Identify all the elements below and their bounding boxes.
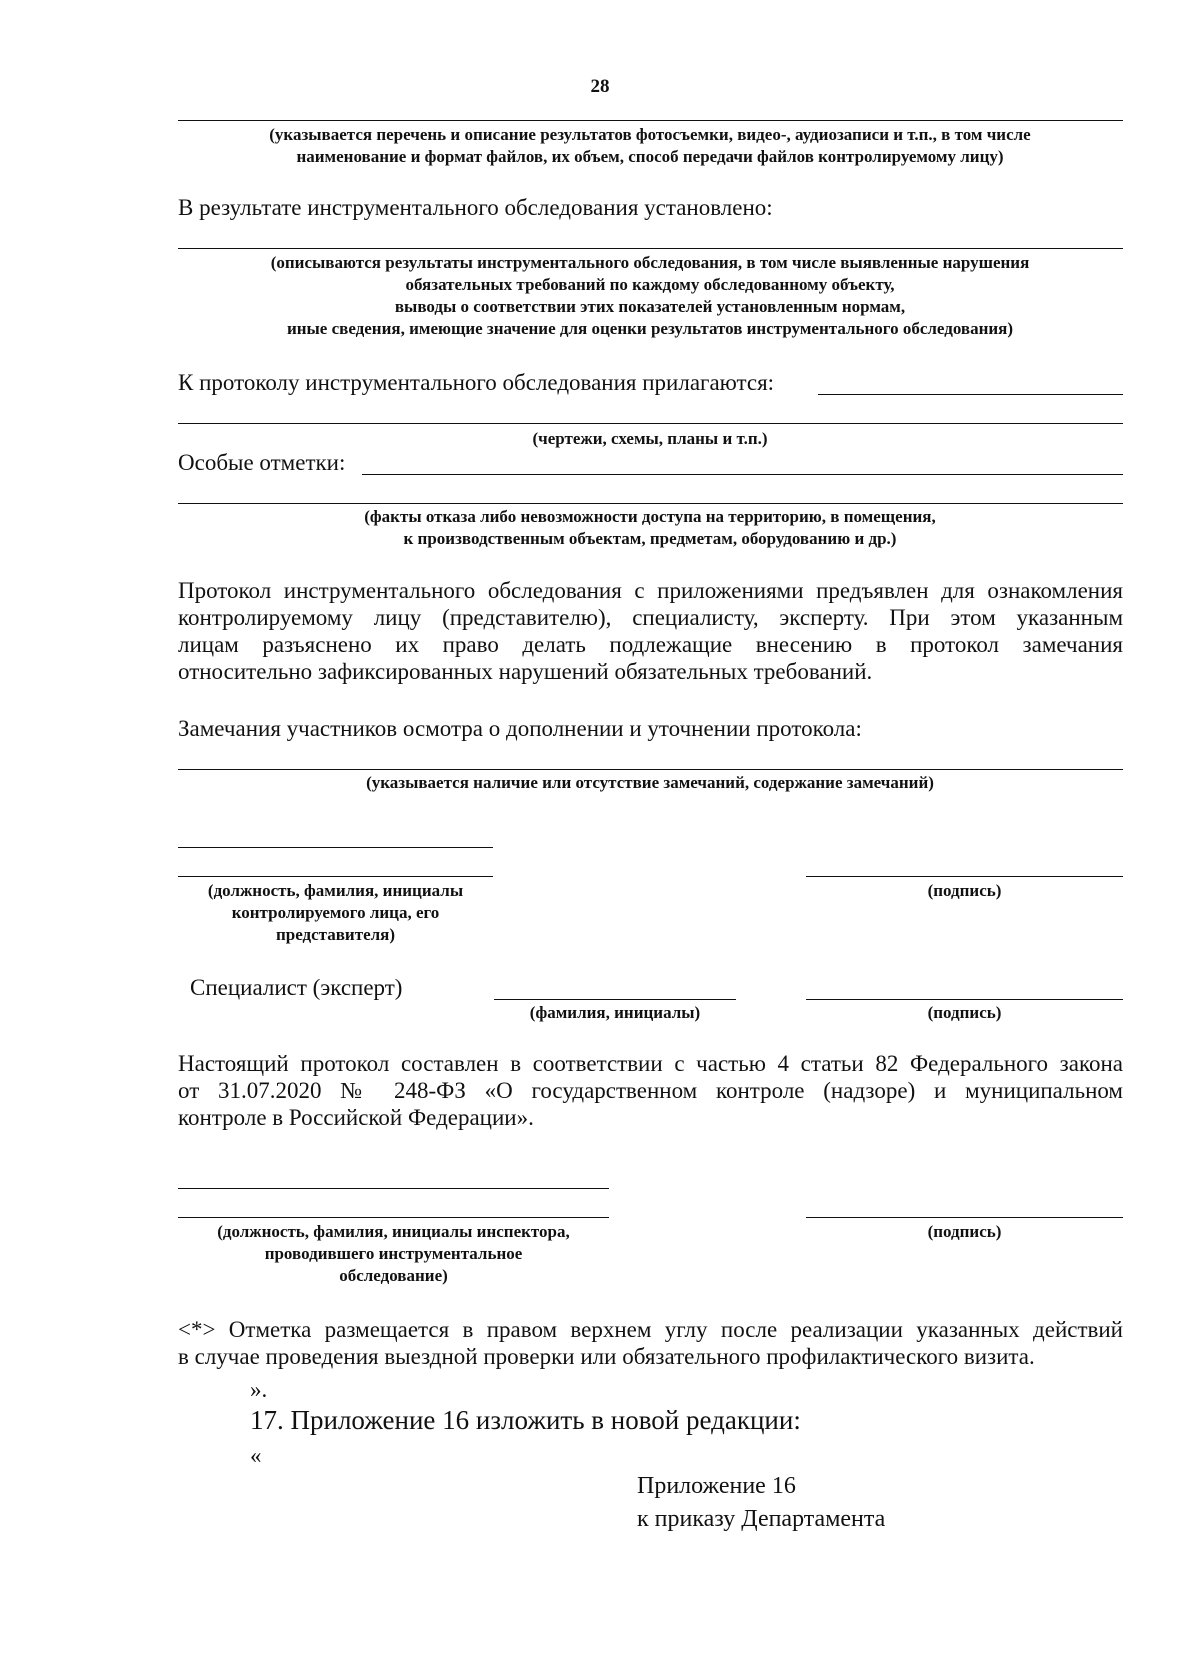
protocol-paragraph	[178, 577, 1123, 685]
footnote	[178, 1316, 1123, 1370]
page-number: 28	[590, 76, 610, 97]
remarks-label: Замечания участников осмотра о дополнении и уточнении протокола:	[178, 716, 862, 741]
results-heading: В результате инструментального обследования установлено:	[178, 195, 773, 220]
paragraph-line: относительно зафиксированных нарушений обязательных требований.	[178, 659, 873, 684]
fill-line	[178, 248, 1123, 249]
note-line: к производственным объектам, предметам, оборудованию и др.)	[403, 529, 897, 548]
signature-line	[806, 1217, 1123, 1218]
caption-line: (должность, фамилия, инициалы инспектора,	[217, 1222, 570, 1241]
fill-line	[178, 847, 493, 848]
paragraph-line: Протокол инструментального обследования с приложениями предъявлен для ознакомления	[178, 578, 1123, 603]
caption-line: проводившего инструментальное	[264, 1244, 523, 1263]
signatory-caption	[178, 880, 493, 946]
signature-line	[806, 876, 1123, 877]
fill-line	[818, 394, 1123, 395]
item-17-heading: 17. Приложение 16 изложить в новой редакции:	[250, 1405, 801, 1435]
signature-caption: (подпись)	[927, 1222, 1002, 1241]
specialist-label: Специалист (эксперт)	[190, 975, 403, 1000]
inspector-caption	[178, 1221, 609, 1287]
special-marks-note	[150, 506, 1150, 550]
fill-line	[178, 120, 1123, 121]
caption-line: (должность, фамилия, инициалы	[207, 881, 464, 900]
fill-line	[178, 1188, 609, 1189]
name-caption: (фамилия, инициалы)	[529, 1003, 701, 1022]
remarks-note: (указывается наличие или отсутствие замечаний, содержание замечаний)	[366, 773, 934, 792]
footnote-line: <*> Отметка размещается в правом верхнем углу после реализации указанных действий	[178, 1317, 1123, 1342]
appendix-line: Приложение 16	[637, 1473, 796, 1499]
note-line: наименование и формат файлов, их объем, способ передачи файлов контролируемому лицу)	[296, 147, 1004, 166]
note-line: (описываются результаты инструментального обследования, в том числе выявленные нарушения	[270, 253, 1030, 272]
fill-line	[178, 1217, 609, 1218]
caption-line: контролируемого лица, его	[231, 903, 440, 922]
caption-line: представителя)	[275, 925, 396, 944]
paragraph-line: лицам разъяснено их право делать подлежащие внесению в протокол замечания	[178, 632, 1123, 657]
name-line	[494, 999, 736, 1000]
closing-quote: ».	[250, 1377, 268, 1402]
attachments-note: (чертежи, схемы, планы и т.п.)	[532, 429, 768, 448]
opening-quote: «	[250, 1443, 262, 1468]
appendix-line: к приказу Департамента	[637, 1506, 886, 1532]
caption-line: обследование)	[339, 1266, 448, 1285]
attachments-label: К протоколу инструментального обследования прилагаются:	[178, 370, 775, 395]
note-line: (указывается перечень и описание результатов фотосъемки, видео-, аудиозаписи и т.п., в том числе	[269, 125, 1031, 144]
paragraph-line: Настоящий протокол составлен в соответствии с частью 4 статьи 82 Федерального закона	[178, 1051, 1123, 1076]
legal-basis-paragraph	[178, 1050, 1123, 1131]
signature-caption: (подпись)	[927, 1003, 1002, 1022]
fill-line	[178, 423, 1123, 424]
fill-line	[178, 769, 1123, 770]
footnote-line: в случае проведения выездной проверки или обязательного профилактического визита.	[178, 1344, 1035, 1369]
special-marks-label: Особые отметки:	[178, 450, 346, 475]
appendix-heading	[637, 1470, 885, 1536]
note-line: иные сведения, имеющие значение для оценки результатов инструментального обследования)	[286, 319, 1014, 338]
paragraph-line: от 31.07.2020 № 248-ФЗ «О государственном контроле (надзоре) и муниципальном	[178, 1078, 1123, 1103]
paragraph-line: контролируемому лицу (представителю), специалисту, эксперту. При этом указанным	[178, 605, 1123, 630]
paragraph-line: контроле в Российской Федерации».	[178, 1105, 534, 1130]
signature-caption: (подпись)	[927, 881, 1002, 900]
block2-note	[150, 252, 1150, 340]
fill-line	[178, 876, 493, 877]
note-line: обязательных требований по каждому обследованному объекту,	[405, 275, 895, 294]
note-line: (факты отказа либо невозможности доступа на территорию, в помещения,	[364, 507, 936, 526]
signature-line	[806, 999, 1123, 1000]
fill-line	[178, 503, 1123, 504]
note-line: выводы о соответствии этих показателей установленным нормам,	[394, 297, 906, 316]
fill-line	[362, 474, 1123, 475]
block1-note	[150, 124, 1150, 168]
